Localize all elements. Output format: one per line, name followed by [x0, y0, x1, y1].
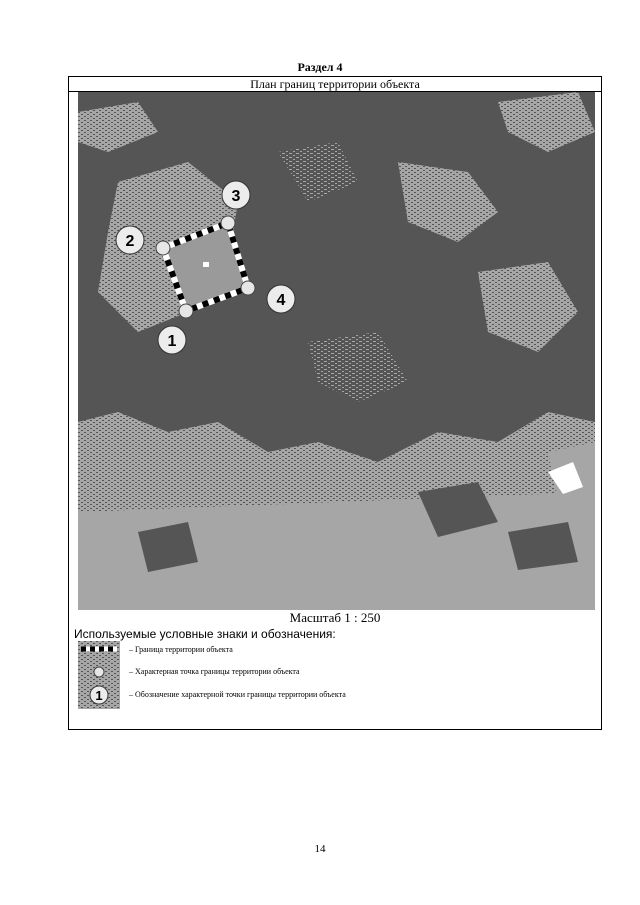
point-number-1: 1 [167, 333, 177, 350]
page-number: 14 [314, 843, 326, 855]
legend-boundary-point-icon [94, 667, 104, 677]
aerial-map-svg [78, 92, 595, 610]
legend-item-point: – Характерная точка границы территории объекта [129, 667, 300, 676]
legend-symbols [78, 641, 120, 709]
aerial-map [78, 92, 595, 610]
plan-frame [68, 76, 602, 730]
boundary-point-3 [221, 216, 235, 230]
point-number-2: 2 [125, 233, 135, 250]
boundary-point-1 [179, 304, 193, 318]
section-title: Раздел 4 [297, 60, 343, 74]
plan-title: План границ территории объекта [69, 77, 601, 92]
legend-item-point-number: – Обозначение характерной точки границы территории объекта [129, 690, 346, 699]
legend-item-boundary: – Граница территории объекта [129, 645, 233, 654]
boundary-point-4 [241, 281, 255, 295]
point-number-4: 4 [276, 292, 286, 309]
legend-title: Используемые условные знаки и обозначения: [74, 627, 336, 641]
svg-text:1: 1 [95, 688, 103, 703]
scale-text: Масштаб 1 : 250 [289, 610, 381, 625]
legend-point-number-icon [90, 686, 108, 704]
boundary-point-2 [156, 241, 170, 255]
point-number-3: 3 [231, 188, 241, 205]
